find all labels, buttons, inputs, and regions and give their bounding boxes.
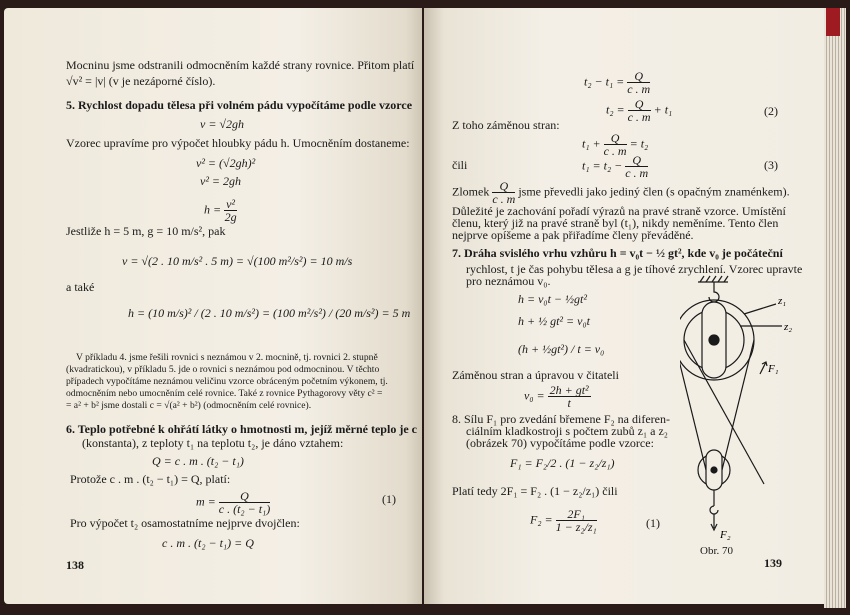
formula: (h + ½gt²) / t = v₀	[518, 342, 605, 356]
formula-label: F₂ =	[530, 512, 553, 527]
formula: v² = 2gh	[200, 174, 242, 188]
fraction	[627, 70, 650, 95]
text-line: Pro výpočet t₂ osamostatníme nejprve dvojčlen:	[70, 516, 300, 530]
text-line: Jestliže h = 5 m, g = 10 m/s², pak	[66, 224, 226, 238]
text-line: Vzorec upravíme pro výpočet hloubky pádu h. Umocněním dostaneme:	[66, 136, 410, 150]
numerator: Q	[625, 154, 648, 167]
formula	[584, 70, 650, 95]
formula	[204, 198, 237, 223]
equation-number: (3)	[764, 158, 778, 172]
fraction	[492, 180, 515, 205]
text-line: rychlost, t je čas pohybu tělesa a g je tíhové zrychlení. Vzorec upravte	[466, 262, 803, 276]
text-line: jsme převedli jako jediný člen (s opačným znaménkem).	[518, 184, 790, 199]
equation-number: (2)	[764, 104, 778, 118]
figure-label-z2: z₂	[784, 321, 793, 333]
formula: h + ½ gt² = v₀t	[518, 314, 590, 328]
formula-label: h =	[204, 202, 222, 217]
equation-number: (1)	[382, 492, 396, 506]
numerator: 2F₁	[556, 508, 597, 521]
text-line: (obrázek 70) vypočítáme podle vzorce:	[466, 436, 654, 450]
note-line: V příkladu 4. jsme řešili rovnici s neznámou v 2. mocnině, tj. rovnici 2. stupně	[76, 352, 378, 363]
denominator: c . m	[625, 166, 649, 180]
left-page	[4, 8, 422, 604]
text-line: ciálním kladkostroji s počtem zubů z₁ a z₂	[466, 424, 668, 438]
denominator: c . m	[603, 144, 627, 158]
formula: F₁ = F₂/2 . (1 − z₂/z₁)	[510, 456, 615, 470]
text-line: 8. Sílu F₁ pro zvedání břemene F₂ na diferen-	[452, 412, 670, 426]
numerator: v²	[226, 197, 236, 211]
numerator: Q	[627, 70, 650, 83]
text-line	[452, 180, 790, 205]
formula-label: t₂ =	[606, 102, 625, 117]
text-line: Záměnou stran a úpravou v čitateli	[452, 368, 619, 382]
formula: h = (10 m/s)² / (2 . 10 m/s²) = (100 m²/s²) / (20 m/s²) = 5 m	[128, 306, 411, 320]
text-line: Protože c . m . (t₂ − t₁) = Q, platí:	[70, 472, 231, 486]
formula-label: v₀ =	[524, 388, 545, 403]
book-spread	[4, 8, 846, 608]
denominator: 1 − z₂/z₁	[555, 520, 597, 534]
fraction	[219, 490, 270, 515]
formula	[530, 508, 597, 533]
text-line	[66, 422, 417, 436]
denominator: 2g	[224, 210, 237, 224]
formula: v = √2gh	[200, 117, 245, 131]
text-line: členu, který již na pravé straně byl (t₁), nikdy neměníme. Tento člen	[452, 216, 779, 230]
page-number: 138	[66, 558, 84, 572]
denominator: c . m	[492, 192, 516, 206]
cover-edge	[826, 8, 840, 36]
note-line: případech vypočítáme neznámou veličinu vzorce obráceným početním výkonem, tj.	[66, 376, 388, 387]
pulley-figure	[680, 274, 800, 544]
denominator: c . (t₂ − t₁)	[218, 502, 271, 516]
text-line: √v² = |v| (v je nezáporné číslo).	[66, 74, 216, 88]
numerator: 2h + gt²	[549, 383, 589, 397]
formula: Q = c . m . (t₂ − t₁)	[152, 454, 244, 468]
fraction	[548, 384, 591, 409]
text-line: nejprve opíšeme a pak přiřadíme členy převáděné.	[452, 228, 694, 242]
formula-label: t₁ +	[582, 136, 601, 151]
formula	[606, 98, 672, 123]
text-line: a také	[66, 280, 95, 294]
denominator: c . m	[627, 82, 651, 96]
page-number: 139	[764, 556, 782, 570]
fraction	[628, 98, 651, 123]
text-line: 5. Rychlost dopadu tělesa při volném pádu vypočítáme podle vzorce	[66, 98, 413, 112]
formula: v² = (√2gh)²	[196, 156, 256, 170]
text-line: 6. Teplo potřebné k ohřátí látky o hmotnosti m, jejíž měrné teplo je c	[66, 422, 417, 436]
figure-label-f2: F₂	[720, 529, 731, 541]
text-line: Platí tedy 2F₁ = F₂ . (1 − z₂/z₁) čili	[452, 484, 618, 498]
formula-tail: + t₁	[653, 102, 673, 117]
formula: c . m . (t₂ − t₁) = Q	[162, 536, 254, 550]
text-line: Mocninu jsme odstranili odmocněním každé strany rovnice. Přitom platí	[66, 58, 415, 72]
text-line: Zlomek	[452, 184, 490, 199]
figure-label-f1: F₁	[768, 363, 779, 375]
text-line: (konstanta), z teploty t₁ na teplotu t₂, je dáno vztahem:	[82, 436, 344, 450]
formula	[582, 154, 648, 179]
numerator: Q	[492, 180, 515, 193]
right-page	[424, 8, 826, 604]
formula-label: t₁ = t₂ −	[582, 158, 623, 173]
formula: v = √(2 . 10 m/s² . 5 m) = √(100 m²/s²) = 10 m/s	[122, 254, 353, 268]
fraction	[556, 508, 597, 533]
formula	[196, 490, 270, 515]
text-line: Důležité je zachování pořadí výrazů na pravé straně vzorce. Umístění	[452, 204, 786, 218]
formula: h = v₀t − ½gt²	[518, 292, 587, 306]
denominator: c . m	[627, 110, 651, 124]
numerator: Q	[219, 490, 270, 503]
page-edges	[824, 8, 846, 608]
numerator: Q	[628, 98, 651, 111]
text-line: Z toho záměnou stran:	[452, 118, 560, 132]
text-line: 7. Dráha svislého vrhu vzhůru h = v₀t − ½ gt², kde v₀ je počáteční	[452, 246, 783, 260]
denominator: t	[567, 396, 571, 410]
note-line: odmocněním nebo umocněním celé rovnice. Také z rovnice Pythagorovy věty c² =	[66, 388, 383, 399]
figure-label-z1: z₁	[778, 295, 787, 307]
equation-number: (1)	[646, 516, 660, 530]
fraction	[224, 198, 237, 223]
note-line: (kvadratickou), v příkladu 5. jde o rovnici s neznámou pod odmocninou. V těchto	[66, 364, 380, 375]
text-line: čili	[452, 158, 468, 172]
fraction	[625, 154, 648, 179]
text-line: pro neznámou v₀.	[466, 274, 551, 288]
figure-caption: Obr. 70	[700, 545, 733, 557]
formula-label: t₂ − t₁ =	[584, 74, 625, 89]
formula	[524, 384, 591, 409]
numerator: Q	[604, 132, 627, 145]
formula-tail: = t₂	[629, 136, 649, 151]
formula-label: m =	[196, 494, 216, 509]
note-line: = a² + b² jsme dostali c = √(a² + b²) (odmocněním celé rovnice).	[66, 400, 312, 411]
